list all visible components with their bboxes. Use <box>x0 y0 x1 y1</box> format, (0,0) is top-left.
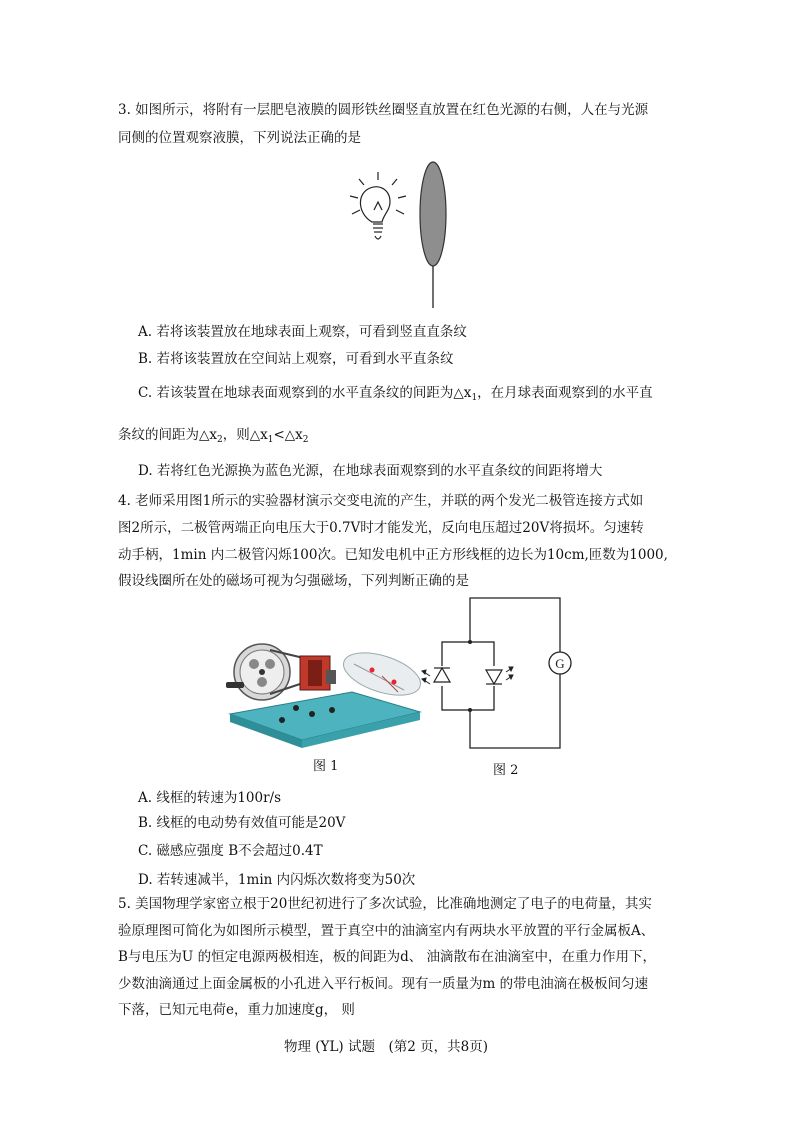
q4-option-c: C. 磁感应强度 B不会超过0.4T <box>138 843 323 859</box>
q3-option-b: B. 若将该装置放在空间站上观察，可看到水平直条纹 <box>138 351 454 367</box>
figure2-caption: 图 2 <box>493 763 519 778</box>
q4-option-d: D. 若转速减半，1min 内闪烁次数将变为50次 <box>138 872 416 888</box>
q4-stem-line3: 动手柄，1min 内二极管闪烁100次。已知发电机中正方形线框的边长为10cm,匝数为1000, <box>118 547 668 563</box>
q3-option-a: A. 若将该装置放在地球表面上观察，可看到竖直直条纹 <box>138 324 467 340</box>
q5-stem-line3: B与电压为U 的恒定电源两极相连，板的间距为d、 油滴散布在油滴室中，在重力作用下， <box>118 949 657 965</box>
q3-figure <box>340 158 460 310</box>
soap-film-ring <box>420 162 446 308</box>
q3-option-c-line2: 条纹的间距为$\triangle x_2$，则$\triangle x_1<\triangle x_2$ <box>118 427 309 445</box>
generator-apparatus-figure <box>222 630 422 748</box>
q3-stem-line1: 3. 如图所示，将附有一层肥皂液膜的圆形铁丝圈竖直放置在红色光源的右侧，人在与光源 <box>118 102 649 118</box>
q5-stem-line4: 少数油滴通过上面金属板的小孔进入平行板间。现有一质量为m 的带电油滴在极板间匀速 <box>118 976 649 992</box>
light-emission-arrows-left <box>422 670 430 684</box>
q5-stem-line5: 下落，已知元电荷e，重力加速度g， 则 <box>118 1002 355 1018</box>
light-emission-arrows-right <box>506 667 513 680</box>
circuit-diagram <box>420 594 580 754</box>
q3-option-c-line1: C. 若该装置在地球表面观察到的水平直条纹的间距为$\triangle x_1$，在月球表面观察到的水平直 <box>138 385 653 403</box>
q4-option-a: A. 线框的转速为100r/s <box>138 790 282 806</box>
page-footer: 物理 (YL) 试题 (第2 页，共8页) <box>284 1039 488 1055</box>
q5-stem-line2: 验原理图可简化为如图所示模型，置于真空中的油滴室内有两块水平放置的平行金属板A、 <box>118 923 655 939</box>
led-diode-left <box>434 666 450 686</box>
q3-stem-line2: 同侧的位置观察液膜，下列说法正确的是 <box>118 130 361 146</box>
q3-option-d: D. 若将红色光源换为蓝色光源，在地球表面观察到的水平直条纹的间距将增大 <box>138 463 603 479</box>
figure1-caption: 图 1 <box>313 759 339 774</box>
q4-stem-line2: 图2所示，二极管两端正向电压大于0.7V时才能发光，反向电压超过20V将损坏。匀速转 <box>118 520 644 536</box>
galvanometer <box>549 652 571 674</box>
galvanometer-label: G <box>555 656 565 671</box>
q4-stem-line1: 4. 老师采用图1所示的实验器材演示交变电流的产生，并联的两个发光二极管连接方式如 <box>118 493 644 509</box>
q5-stem-line1: 5. 美国物理学家密立根于20世纪初进行了多次试验，比准确地测定了电子的电荷量，其实 <box>118 896 652 912</box>
light-bulb-icon <box>350 172 406 239</box>
q4-option-b: B. 线框的电动势有效值可能是20V <box>138 815 346 831</box>
q4-stem-line4: 假设线圈所在处的磁场可视为匀强磁场，下列判断正确的是 <box>118 573 469 589</box>
led-diode-right <box>486 666 502 686</box>
